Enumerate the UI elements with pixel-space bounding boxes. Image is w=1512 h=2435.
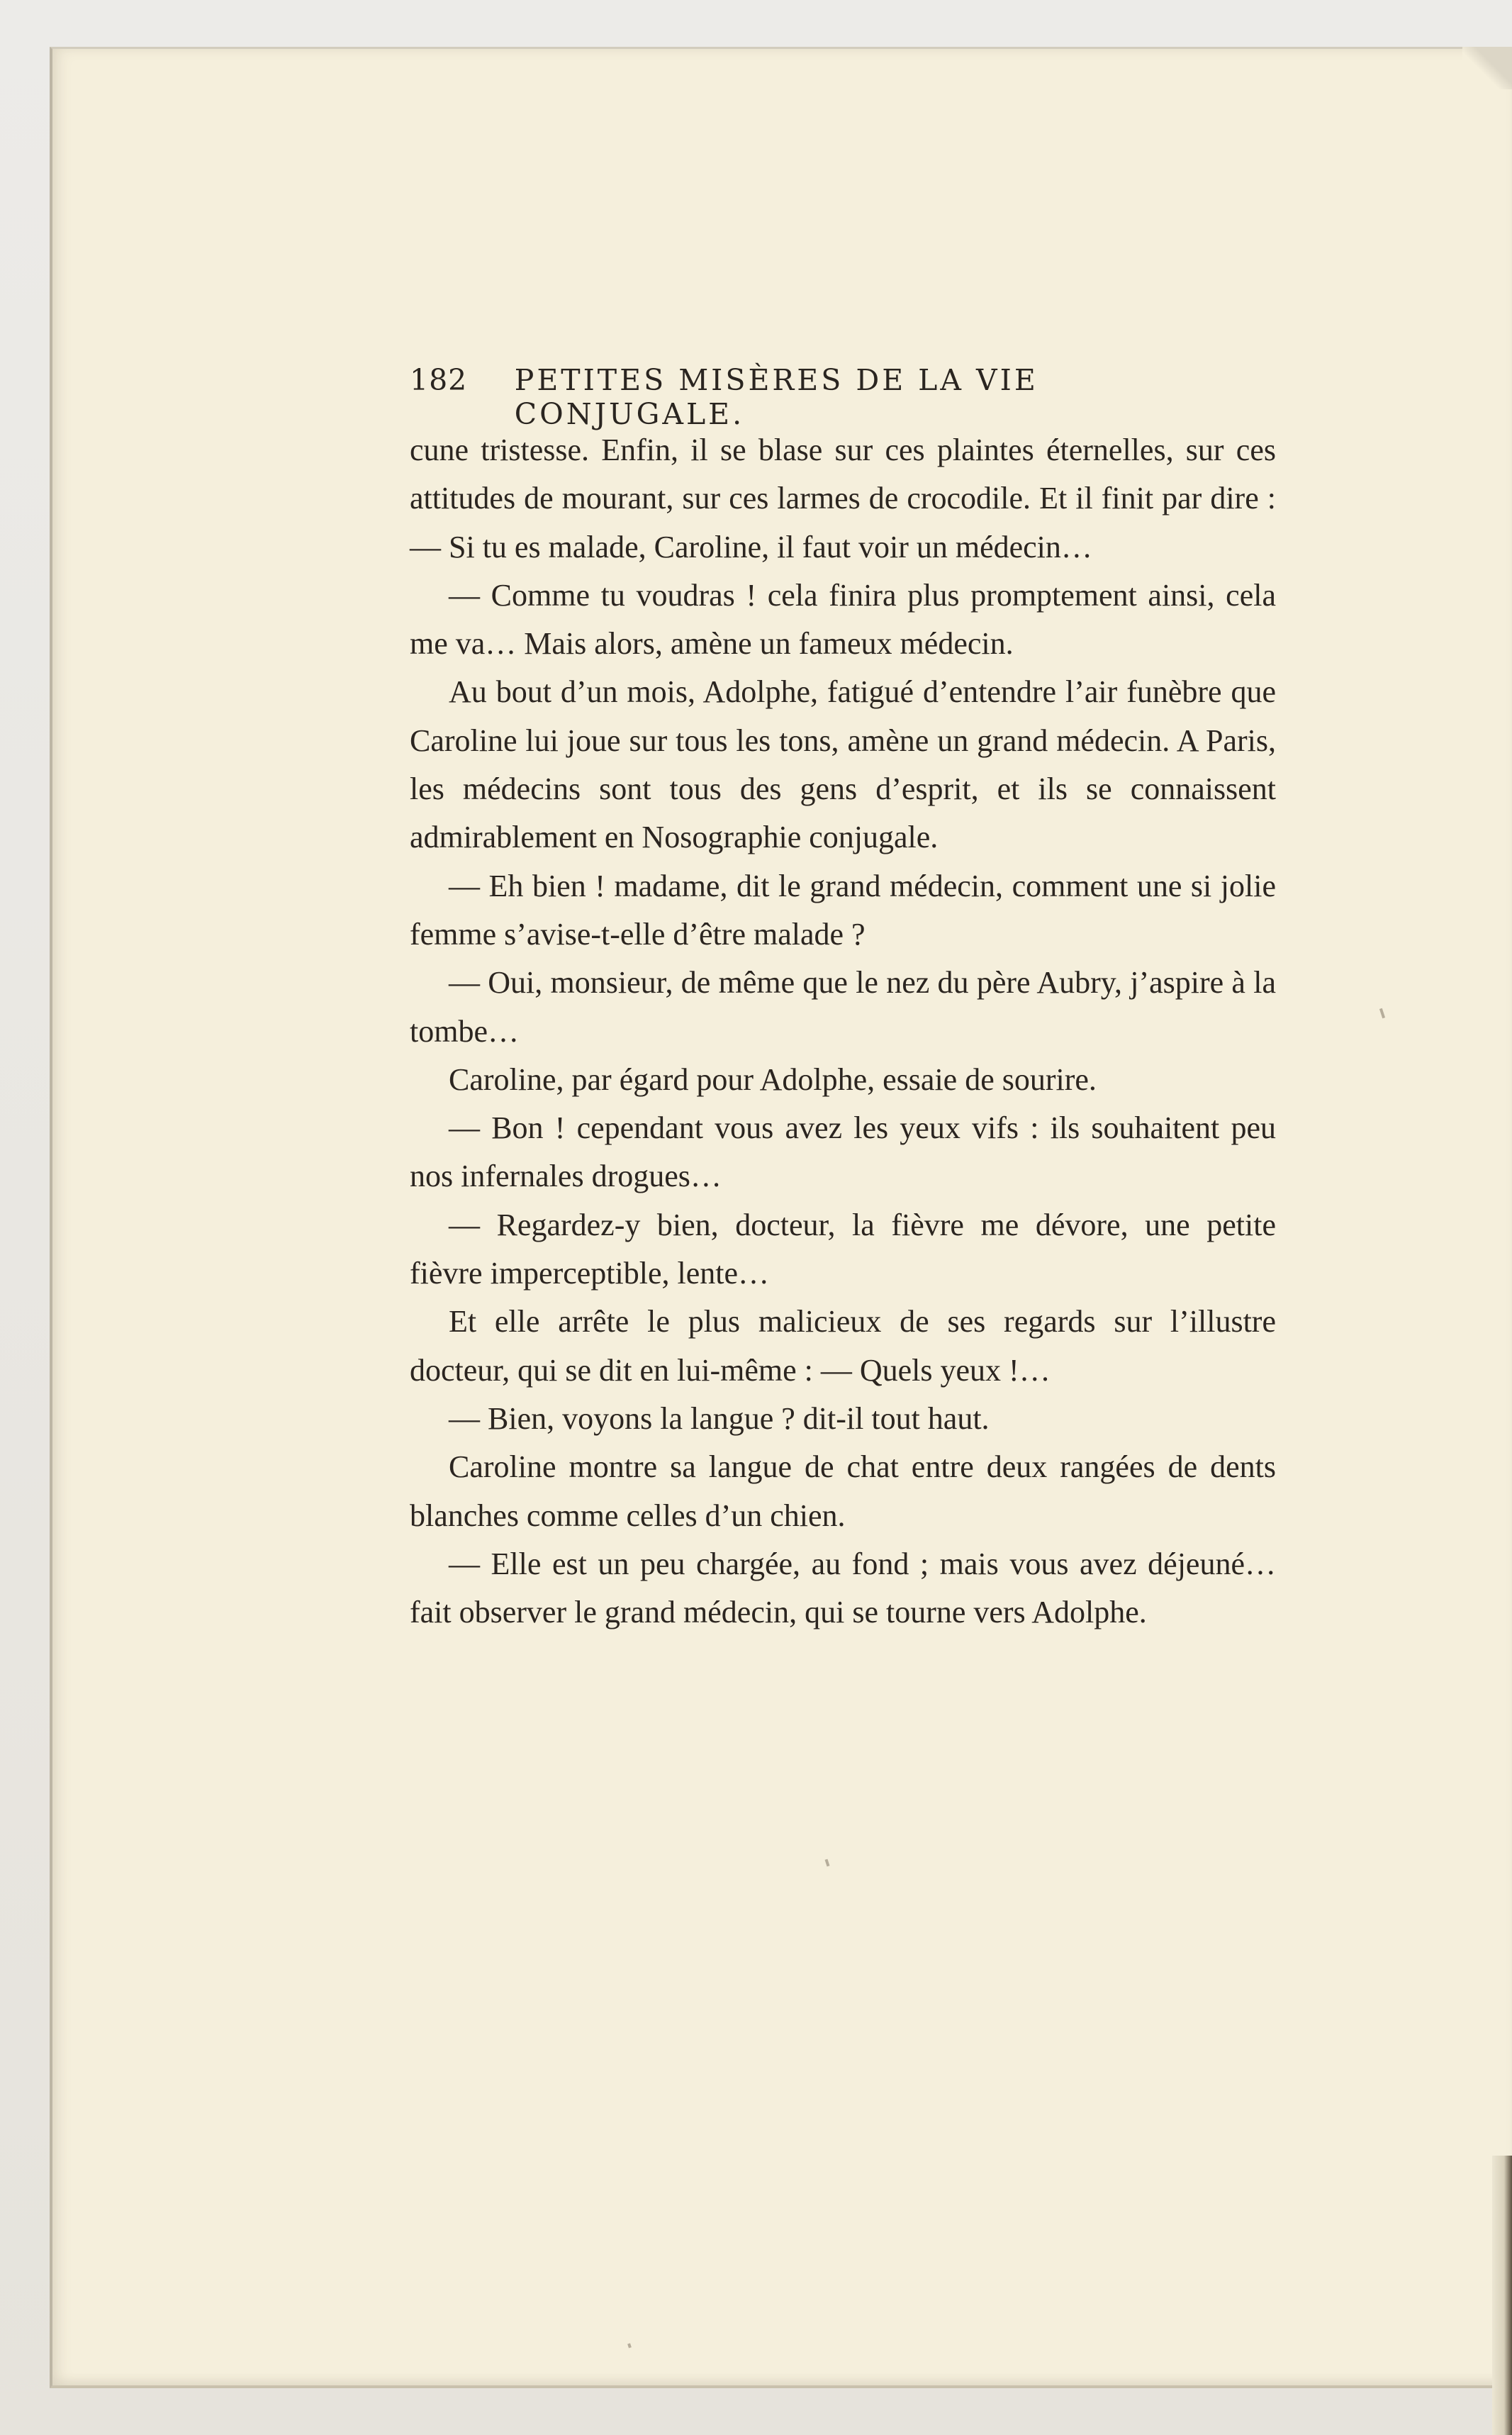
body-text — [410, 426, 1276, 1637]
page-edge — [1492, 2156, 1512, 2435]
paragraph: — Bien, voyons la langue ? dit-il tout haut. — [449, 1400, 990, 1436]
running-head — [410, 363, 1269, 431]
paragraph: — Eh bien ! madame, dit le grand médecin, comment une si jolie femme s’avise-t-elle d’être malade ? — [410, 868, 1276, 952]
paragraph: — Regardez-y bien, docteur, la fièvre me dévore, une petite fièvre imperceptible, lente… — [410, 1207, 1276, 1291]
paragraph: Caroline montre sa langue de chat entre deux rangées de dents blanches comme celles d’un chien. — [410, 1449, 1276, 1533]
paragraph: Au bout d’un mois, Adolphe, fatigué d’entendre l’air funèbre que Caroline lui joue sur tous les tons, amène un grand médecin. A Paris, les médecins sont tous des gens d’esprit, et ils se connaissent admirablement en Nosographie conjugale. — [410, 674, 1276, 855]
paragraph: — Comme tu voudras ! cela finira plus promptement ainsi, cela me va… Mais alors, amène un fameux médecin. — [410, 577, 1276, 662]
paragraph: — Oui, monsieur, de même que le nez du père Aubry, j’aspire à la tombe… — [410, 965, 1276, 1049]
paragraph: cune tristesse. Enfin, il se blase sur ces plaintes éternelles, sur ces attitudes de mourant, sur ces larmes de crocodile. Et il finit par dire : — Si tu es malade, Caroline, il faut voir un médecin… — [410, 433, 1276, 564]
paragraph: — Bon ! cependant vous avez les yeux vifs : ils souhaitent peu nos infernales drogues… — [410, 1110, 1276, 1194]
paragraph: Et elle arrête le plus malicieux de ses regards sur l’illustre docteur, qui se dit en lui-même : — Quels yeux !… — [410, 1304, 1276, 1388]
page-number: 182 — [410, 363, 468, 397]
paragraph: Caroline, par égard pour Adolphe, essaie de sourire. — [449, 1062, 1097, 1097]
page-corner — [1462, 47, 1512, 89]
paragraph: — Elle est un peu chargée, au fond ; mais vous avez déjeuné… fait observer le grand médecin, qui se tourne vers Adolphe. — [410, 1546, 1276, 1630]
running-title: PETITES MISÈRES DE LA VIE CONJUGALE. — [514, 363, 1038, 431]
